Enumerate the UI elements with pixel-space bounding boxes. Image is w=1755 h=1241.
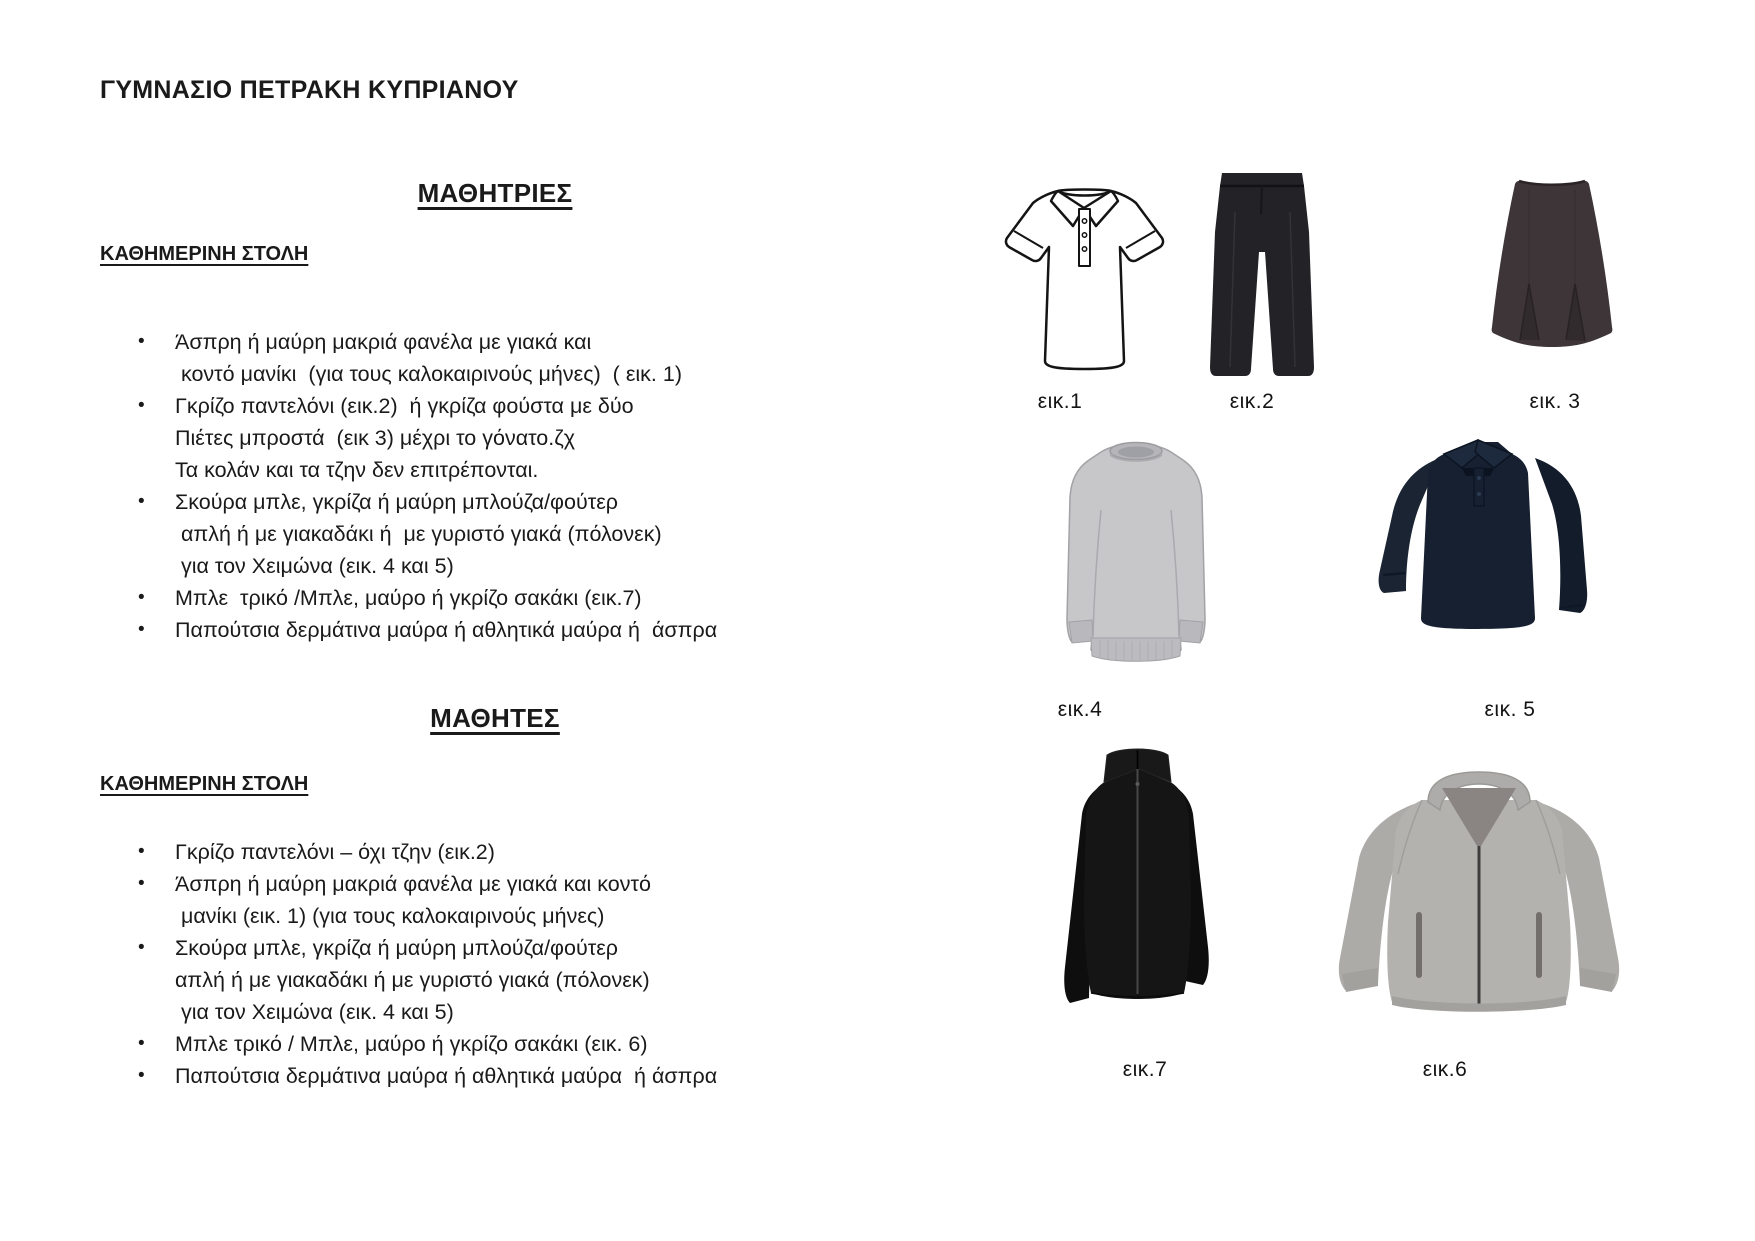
figure-caption: εικ.2 <box>1229 390 1275 413</box>
figure-caption: εικ.4 <box>1057 698 1103 721</box>
list-item-line: Μπλε τρικό / Μπλε, μαύρο ή γκρίζο σακάκι (εικ. 6) <box>175 1032 648 1056</box>
girls-section-heading: ΜΑΘΗΤΡΙΕΣ <box>417 178 573 208</box>
list-item-line: Σκούρα μπλε, γκρίζα ή μαύρη μπλούζα/φούτερ <box>175 490 619 514</box>
list-item <box>135 1060 717 1092</box>
bullet-icon: • <box>138 491 145 512</box>
girls-daily-uniform-subheading: ΚΑΘΗΜΕΡΙΝΗ ΣΤΟΛΗ <box>100 243 309 265</box>
bullet-icon: • <box>138 395 145 416</box>
bullet-icon: • <box>138 587 145 608</box>
list-item-line: Άσπρη ή μαύρη μακριά φανέλα με γιακά και <box>175 330 592 354</box>
list-item <box>135 932 717 1028</box>
list-item <box>135 486 717 582</box>
figure-caption: εικ.6 <box>1422 1058 1468 1081</box>
list-item-line: Μπλε τρικό /Μπλε, μαύρο ή γκρίζο σακάκι (εικ.7) <box>175 586 642 610</box>
figure-caption: εικ.1 <box>1037 390 1083 413</box>
list-item-line: Παπούτσια δερμάτινα μαύρα ή αθλητικά μαύρα ή άσπρα <box>175 1064 718 1088</box>
list-item <box>135 1028 717 1060</box>
list-item <box>135 326 717 390</box>
bullet-icon: • <box>138 873 145 894</box>
list-item-line: απλή ή με γιακαδάκι ή με γυριστό γιακά (πόλονεκ) <box>175 522 662 546</box>
bullet-icon: • <box>138 1065 145 1086</box>
boys-daily-uniform-subheading: ΚΑΘΗΜΕΡΙΝΗ ΣΤΟΛΗ <box>100 773 309 795</box>
list-item-line: Τα κολάν και τα τζην δεν επιτρέπονται. <box>175 458 539 482</box>
figure-caption: εικ. 5 <box>1484 698 1536 721</box>
white-polo-shirt-image <box>992 176 1177 381</box>
boys-uniform-list <box>135 836 717 1092</box>
list-item-line: για τον Χειμώνα (εικ. 4 και 5) <box>175 1000 454 1024</box>
figure-caption: εικ. 3 <box>1529 390 1581 413</box>
list-item-line: απλή ή με γιακαδάκι ή με γυριστό γιακά (πόλονεκ) <box>175 968 650 992</box>
school-title: ΓΥΜΝΑΣΙΟ ΠΕΤΡΑΚΗ ΚΥΠΡΙΑΝΟΥ <box>100 76 519 104</box>
list-item <box>135 614 717 646</box>
grey-trousers-image <box>1206 170 1318 382</box>
list-item <box>135 582 717 614</box>
bullet-icon: • <box>138 841 145 862</box>
boys-section-heading: ΜΑΘΗΤΕΣ <box>430 703 560 733</box>
list-item-line: Πιέτες μπροστά (εικ 3) μέχρι το γόνατο.ζχ <box>175 426 576 450</box>
list-item-line: Παπούτσια δερμάτινα μαύρα ή αθλητικά μαύρα ή άσπρα <box>175 618 718 642</box>
list-item <box>135 390 717 486</box>
list-item-line: μανίκι (εικ. 1) (για τους καλοκαιρινούς μήνες) <box>175 904 605 928</box>
list-item-line: Γκρίζο παντελόνι (εικ.2) ή γκρίζα φούστα με δύο <box>175 394 634 418</box>
list-item <box>135 868 717 932</box>
black-zip-jacket-image <box>1045 742 1230 1027</box>
list-item-line: για τον Χειμώνα (εικ. 4 και 5) <box>175 554 454 578</box>
bullet-icon: • <box>138 331 145 352</box>
girls-uniform-list <box>135 326 717 646</box>
figure-caption: εικ.7 <box>1122 1058 1168 1081</box>
grey-sweatshirt-image <box>1040 430 1232 678</box>
list-item-line: Άσπρη ή μαύρη μακριά φανέλα με γιακά και κοντό <box>175 872 651 896</box>
bullet-icon: • <box>138 619 145 640</box>
list-item-line: κοντό μανίκι (για τους καλοκαιρινούς μήνες) ( εικ. 1) <box>175 362 682 386</box>
navy-long-sleeve-polo-image <box>1340 422 1615 667</box>
list-item-line: Γκρίζο παντελόνι – όχι τζην (εικ.2) <box>175 840 495 864</box>
bullet-icon: • <box>138 937 145 958</box>
list-item-line: Σκούρα μπλε, γκρίζα ή μαύρη μπλούζα/φούτερ <box>175 936 619 960</box>
grey-pleated-skirt-image <box>1482 174 1622 352</box>
list-item <box>135 836 717 868</box>
bullet-icon: • <box>138 1033 145 1054</box>
grey-knit-zip-jacket-image <box>1320 762 1638 1024</box>
